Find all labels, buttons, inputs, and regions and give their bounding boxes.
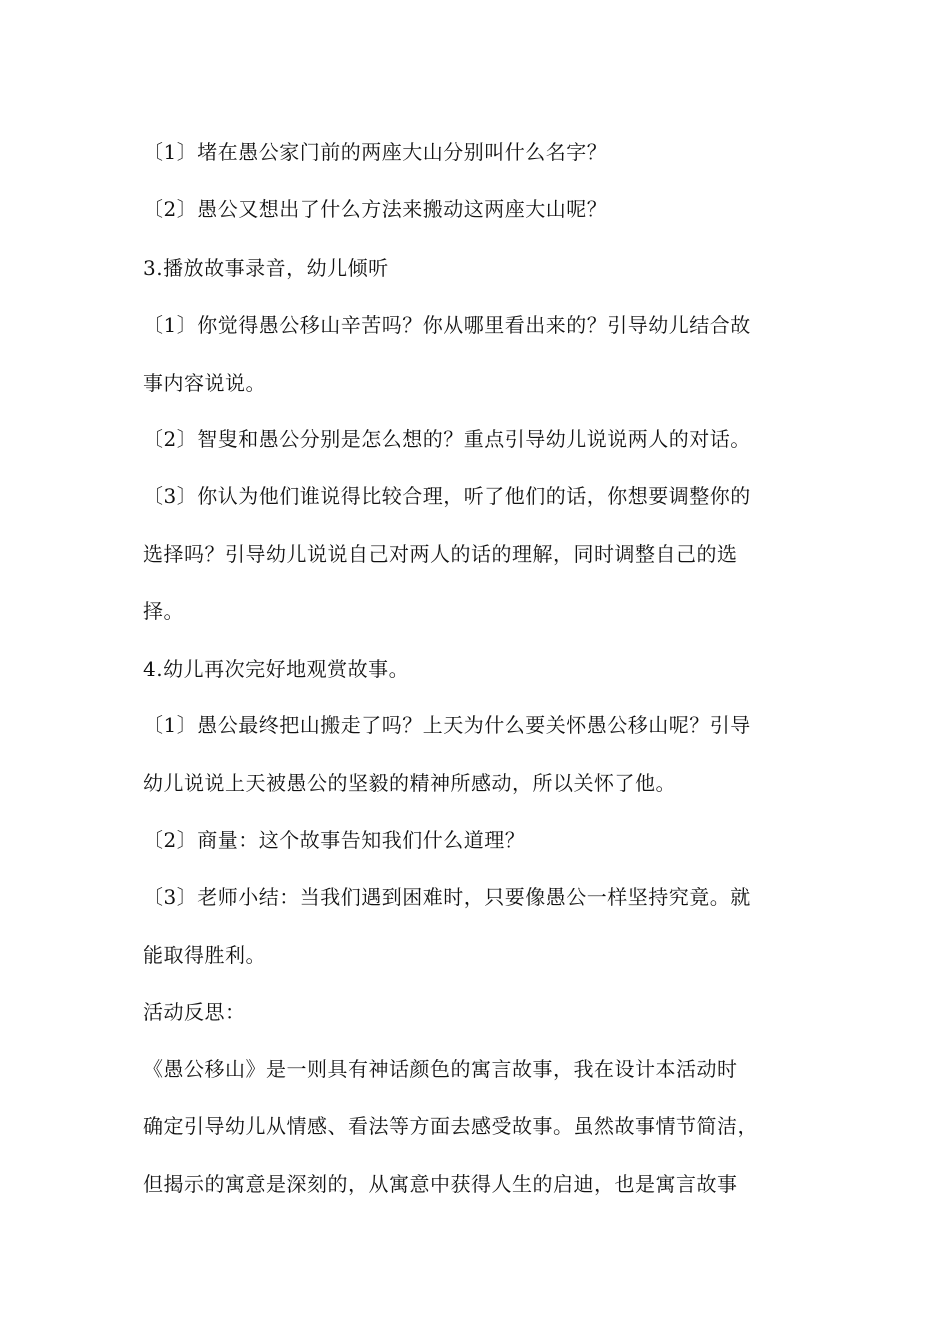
section-heading: 3.播放故事录音，幼儿倾听 — [143, 256, 389, 280]
text-line: 幼儿说说上天被愚公的坚毅的精神所感动，所以关怀了他。 — [143, 771, 676, 795]
text-line: 但揭示的寓意是深刻的，从寓意中获得人生的启迪，也是寓言故事 — [143, 1172, 738, 1196]
text-line: 〔2〕智叟和愚公分别是怎么想的？重点引导幼儿说说两人的对话。 — [143, 427, 751, 451]
text-line: 〔1〕堵在愚公家门前的两座大山分别叫什么名字？ — [143, 140, 608, 164]
section-heading: 活动反思： — [143, 1000, 246, 1024]
text-line: 选择吗？引导幼儿说说自己对两人的话的理解，同时调整自己的选 — [143, 542, 738, 566]
text-line: 〔2〕商量：这个故事告知我们什么道理？ — [143, 828, 526, 852]
text-line: 能取得胜利。 — [143, 943, 266, 967]
text-line: 〔2〕愚公又想出了什么方法来搬动这两座大山呢？ — [143, 197, 608, 221]
text-line: 〔1〕愚公最终把山搬走了吗？上天为什么要关怀愚公移山呢？引导 — [143, 713, 751, 737]
text-line: 《愚公移山》是一则具有神话颜色的寓言故事，我在设计本活动时 — [143, 1057, 738, 1081]
text-line: 择。 — [143, 599, 184, 623]
text-line: 事内容说说。 — [143, 371, 266, 395]
text-line: 〔3〕你认为他们谁说得比较合理，听了他们的话，你想要调整你的 — [143, 484, 751, 508]
text-line: 〔3〕老师小结：当我们遇到困难时，只要像愚公一样坚持究竟。就 — [143, 885, 751, 909]
text-line: 〔1〕你觉得愚公移山辛苦吗？你从哪里看出来的？引导幼儿结合故 — [143, 313, 751, 337]
section-heading: 4.幼儿再次完好地观赏故事。 — [143, 657, 410, 681]
text-line: 确定引导幼儿从情感、看法等方面去感受故事。虽然故事情节简洁， — [143, 1114, 758, 1138]
